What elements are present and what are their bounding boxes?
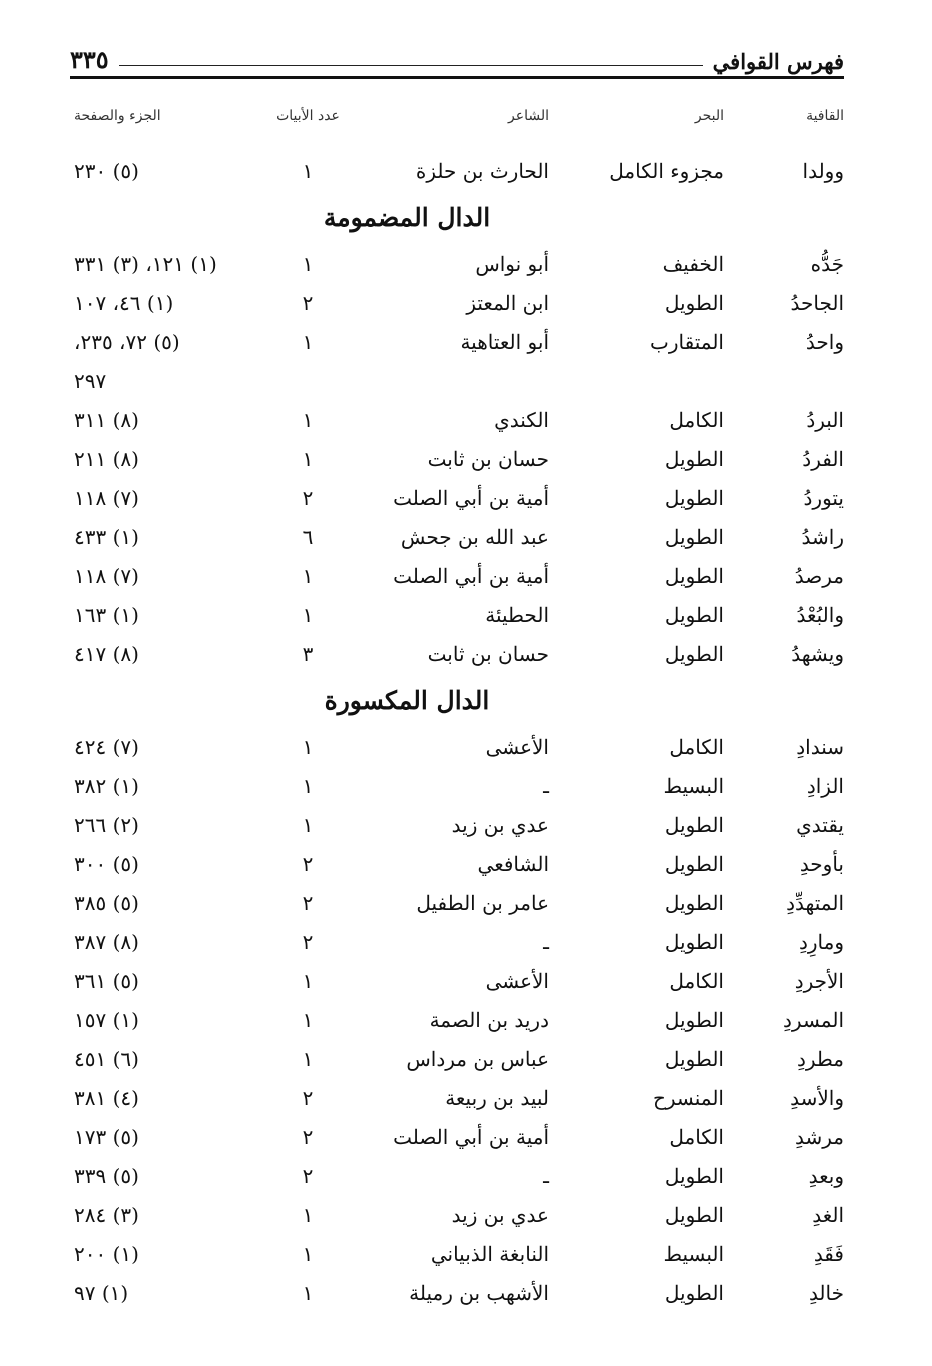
count-cell: ٢ <box>302 486 314 510</box>
qafiya-cell: راشدُ <box>801 525 844 549</box>
bahr-cell: البسيط <box>663 774 724 798</box>
poet-cell: أبو نواس <box>475 252 549 276</box>
qafiya-cell: يقتدي <box>796 813 844 837</box>
table-row <box>70 362 844 401</box>
bahr-cell: الطويل <box>664 642 724 666</box>
poet-cell: ابن المعتز <box>466 291 549 315</box>
count-cell: ١ <box>302 969 314 993</box>
count-cell: ١ <box>302 603 314 627</box>
bahr-cell: المنسرح <box>652 1086 724 1110</box>
bahr-cell: الطويل <box>664 486 724 510</box>
column-header-qafiya: القافية <box>806 108 844 124</box>
section-title: الدال المكسورة <box>324 686 490 715</box>
rhyme-index-table <box>70 96 844 1313</box>
section-heading <box>70 674 844 728</box>
bahr-cell: الخفيف <box>662 252 724 276</box>
qafiya-cell: الفردُ <box>802 447 844 471</box>
ref-cell: (٥) ٢٣٠ <box>74 159 139 183</box>
ref-cell: (٥) ١٧٣ <box>74 1125 139 1149</box>
column-header-bahr: البحر <box>694 108 724 124</box>
table-row <box>70 635 844 674</box>
poet-cell: أمية بن أبي الصلت <box>393 486 549 510</box>
ref-cell: (٨) ٢١١ <box>74 447 139 471</box>
bahr-cell: الطويل <box>664 1281 724 1305</box>
ref-cell: (٥) ٣٣٩ <box>74 1164 139 1188</box>
bahr-cell: المتقارب <box>650 330 724 354</box>
ref-cell: (٧) ١١٨ <box>74 564 139 588</box>
table-row <box>70 596 844 635</box>
count-cell: ٢ <box>302 291 314 315</box>
qafiya-cell: ومارِدِ <box>798 930 844 954</box>
column-headers <box>70 96 844 136</box>
rhyme-rows <box>70 152 844 1313</box>
qafiya-cell: فَقَدِ <box>813 1242 844 1266</box>
poet-cell: النابغة الذبياني <box>430 1242 549 1266</box>
qafiya-cell: سندادِ <box>796 735 844 759</box>
ref-cell: (٣) ٢٨٤ <box>74 1203 139 1227</box>
qafiya-cell: يتوردُ <box>803 486 844 510</box>
qafiya-cell: والأسدِ <box>790 1086 844 1110</box>
column-header-poet: الشاعر <box>508 108 549 124</box>
ref-cell: (١) ٢٠٠ <box>74 1242 139 1266</box>
poet-cell: الحطيئة <box>485 603 549 627</box>
count-cell: ١ <box>302 447 314 471</box>
poet-cell: ـ <box>543 774 549 798</box>
table-row <box>70 884 844 923</box>
ref-cell: (٢) ٢٦٦ <box>74 813 139 837</box>
qafiya-cell: الزادِ <box>806 774 844 798</box>
ref-cell: ٢٩٧ <box>74 369 107 393</box>
count-cell: ١ <box>302 1047 314 1071</box>
ref-cell: (١) ٩٧ <box>74 1281 129 1305</box>
bahr-cell: الطويل <box>664 1047 724 1071</box>
ref-cell: (٥) ٣٦١ <box>74 969 139 993</box>
bahr-cell: الطويل <box>664 930 724 954</box>
qafiya-cell: المسردِ <box>783 1008 844 1032</box>
ref-cell: (٦) ٤٥١ <box>74 1047 139 1071</box>
ref-cell: (٤) ٣٨١ <box>74 1086 139 1110</box>
bahr-cell: الطويل <box>664 1203 724 1227</box>
qafiya-cell: ويشهدُ <box>791 642 844 666</box>
table-row <box>70 1274 844 1313</box>
count-cell: ١ <box>302 159 314 183</box>
count-cell: ١ <box>302 1281 314 1305</box>
bahr-cell: الطويل <box>664 891 724 915</box>
poet-cell: عبد الله بن جحش <box>400 525 549 549</box>
section-heading <box>70 191 844 245</box>
table-row <box>70 518 844 557</box>
ref-cell: (٨) ٤١٧ <box>74 642 139 666</box>
running-head <box>70 38 844 74</box>
section-title: الدال المضمومة <box>323 203 491 232</box>
table-row <box>70 323 844 362</box>
ref-cell: (٨) ٣١١ <box>74 408 139 432</box>
count-cell: ١ <box>302 735 314 759</box>
table-row <box>70 728 844 767</box>
table-row <box>70 1235 844 1274</box>
poet-cell: دريد بن الصمة <box>429 1008 549 1032</box>
count-cell: ١ <box>302 813 314 837</box>
poet-cell: الأعشى <box>485 735 549 759</box>
bahr-cell: الطويل <box>664 291 724 315</box>
running-head-leader-line <box>119 65 703 66</box>
poet-cell: الأعشى <box>485 969 549 993</box>
qafiya-cell: مرشدِ <box>794 1125 844 1149</box>
poet-cell: حسان بن ثابت <box>427 642 549 666</box>
poet-cell: أبو العتاهية <box>460 330 549 354</box>
poet-cell: عامر بن الطفيل <box>416 891 549 915</box>
qafiya-cell: بأوحدِ <box>799 852 844 876</box>
ref-cell: (١) ١٦٣ <box>74 603 139 627</box>
bahr-cell: الطويل <box>664 525 724 549</box>
poet-cell: الشافعي <box>477 852 549 876</box>
ref-cell: (٧) ١١٨ <box>74 486 139 510</box>
page-number: ٣٣٥ <box>70 45 109 74</box>
table-row <box>70 1079 844 1118</box>
ref-cell: (١) ٣٨٢ <box>74 774 139 798</box>
qafiya-cell: البردُ <box>806 408 844 432</box>
qafiya-cell: جَدُّه <box>810 252 844 276</box>
qafiya-cell: الجاحدُ <box>790 291 844 315</box>
table-row <box>70 806 844 845</box>
count-cell: ٢ <box>302 930 314 954</box>
qafiya-cell: وبعدِ <box>808 1164 844 1188</box>
qafiya-cell: خالدِ <box>808 1281 844 1305</box>
qafiya-cell: الأجردِ <box>794 969 844 993</box>
poet-cell: الحارث بن حلزة <box>415 159 549 183</box>
column-header-count: عدد الأبيات <box>276 108 340 124</box>
ref-cell: (٨) ٣٨٧ <box>74 930 139 954</box>
table-row <box>70 962 844 1001</box>
table-row <box>70 440 844 479</box>
bahr-cell: الطويل <box>664 564 724 588</box>
table-row <box>70 284 844 323</box>
poet-cell: أمية بن أبي الصلت <box>393 564 549 588</box>
count-cell: ٢ <box>302 852 314 876</box>
qafiya-cell: مرصدُ <box>794 564 844 588</box>
qafiya-cell: وولدا <box>802 159 844 183</box>
running-head-title: فهرس القوافي <box>712 49 844 74</box>
bahr-cell: الكامل <box>669 735 724 759</box>
count-cell: ١ <box>302 1203 314 1227</box>
ref-cell: (٥) ٧٢، ٢٣٥، <box>74 330 180 354</box>
table-row <box>70 401 844 440</box>
table-row <box>70 479 844 518</box>
count-cell: ١ <box>302 564 314 588</box>
bahr-cell: الكامل <box>669 1125 724 1149</box>
poet-cell: الأشهب بن رميلة <box>409 1281 549 1305</box>
qafiya-cell: والبُعْدُ <box>796 603 844 627</box>
ref-cell: (٥) ٣٨٥ <box>74 891 139 915</box>
table-row <box>70 1196 844 1235</box>
count-cell: ٢ <box>302 891 314 915</box>
count-cell: ١ <box>302 774 314 798</box>
table-row <box>70 845 844 884</box>
count-cell: ٦ <box>302 525 314 549</box>
poet-cell: عدي بن زيد <box>451 1203 549 1227</box>
qafiya-cell: مطردِ <box>796 1047 844 1071</box>
bahr-cell: مجزوء الكامل <box>609 159 724 183</box>
table-row <box>70 152 844 191</box>
bahr-cell: الكامل <box>669 969 724 993</box>
count-cell: ١ <box>302 252 314 276</box>
table-row <box>70 1118 844 1157</box>
ref-cell: (٥) ٣٠٠ <box>74 852 139 876</box>
poet-cell: أمية بن أبي الصلت <box>393 1125 549 1149</box>
table-row <box>70 923 844 962</box>
bahr-cell: الطويل <box>664 1008 724 1032</box>
count-cell: ٣ <box>302 642 314 666</box>
ref-cell: (١) ١٢١، (٣) ٣٣١ <box>74 252 217 276</box>
qafiya-cell: الغدِ <box>812 1203 844 1227</box>
bahr-cell: البسيط <box>663 1242 724 1266</box>
poet-cell: الكندي <box>494 408 549 432</box>
table-row <box>70 245 844 284</box>
qafiya-cell: واحدُ <box>805 330 844 354</box>
bahr-cell: الكامل <box>669 408 724 432</box>
poet-cell: عدي بن زيد <box>451 813 549 837</box>
column-header-ref: الجزء والصفحة <box>74 108 161 124</box>
table-row <box>70 767 844 806</box>
count-cell: ١ <box>302 1242 314 1266</box>
table-row <box>70 1040 844 1079</box>
bahr-cell: الطويل <box>664 447 724 471</box>
poet-cell: عباس بن مرداس <box>406 1047 549 1071</box>
bahr-cell: الطويل <box>664 852 724 876</box>
count-cell: ٢ <box>302 1125 314 1149</box>
count-cell: ٢ <box>302 1164 314 1188</box>
table-row <box>70 557 844 596</box>
header-rule <box>70 76 844 79</box>
poet-cell: حسان بن ثابت <box>427 447 549 471</box>
table-row <box>70 1001 844 1040</box>
poet-cell: ـ <box>543 1164 549 1188</box>
count-cell: ١ <box>302 408 314 432</box>
ref-cell: (١) ١٥٧ <box>74 1008 139 1032</box>
poet-cell: لبيد بن ربيعة <box>445 1086 549 1110</box>
poet-cell: ـ <box>543 930 549 954</box>
ref-cell: (١) ٤٣٣ <box>74 525 139 549</box>
table-row <box>70 1157 844 1196</box>
count-cell: ١ <box>302 330 314 354</box>
count-cell: ٢ <box>302 1086 314 1110</box>
ref-cell: (٧) ٤٢٤ <box>74 735 139 759</box>
bahr-cell: الطويل <box>664 1164 724 1188</box>
ref-cell: (١) ٤٦، ١٠٧ <box>74 291 174 315</box>
bahr-cell: الطويل <box>664 603 724 627</box>
bahr-cell: الطويل <box>664 813 724 837</box>
qafiya-cell: المتهدِّدِ <box>786 891 844 915</box>
count-cell: ١ <box>302 1008 314 1032</box>
